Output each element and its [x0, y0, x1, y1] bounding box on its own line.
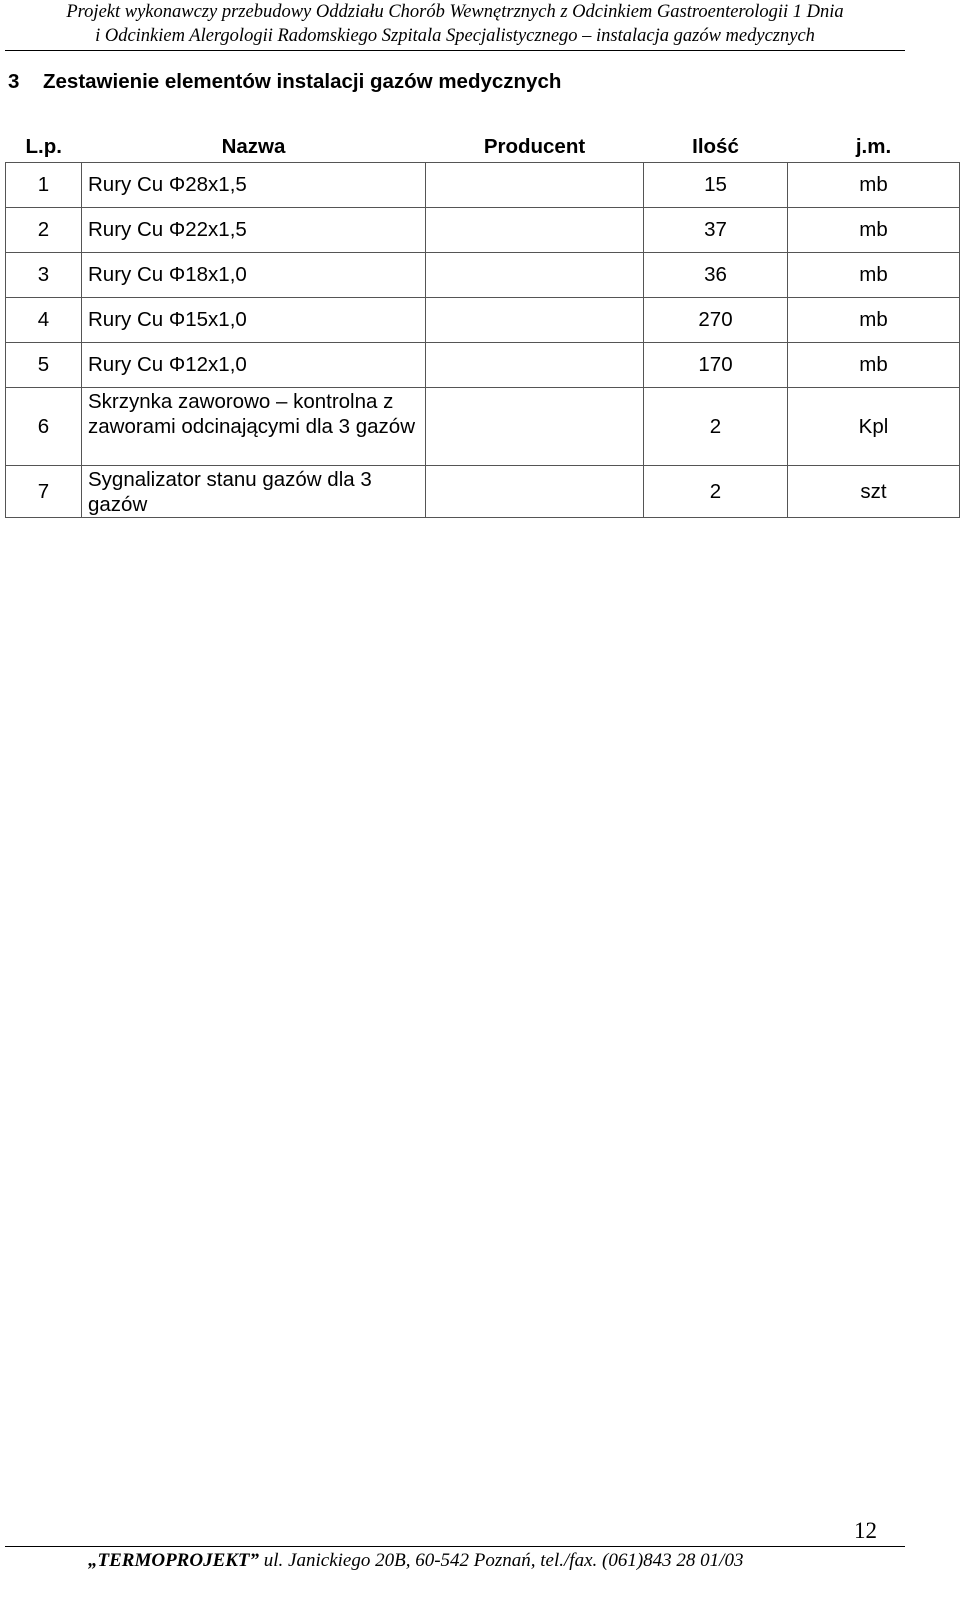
- table-row: [6, 343, 960, 388]
- document-header: [5, 0, 905, 51]
- column-header-lp: L.p.: [6, 132, 82, 163]
- table-row: [6, 253, 960, 298]
- cell-lp: 6: [6, 388, 82, 466]
- cell-name: Skrzynka zaworowo – kontrolna z zaworami odcinającymi dla 3 gazów: [82, 388, 426, 466]
- items-table: [5, 132, 960, 518]
- column-header-unit: j.m.: [788, 132, 960, 163]
- section-title: [8, 70, 561, 94]
- footer-address: ul. Janickiego 20B, 60-542 Poznań, tel./fax. (061)843 28 01/03: [259, 1550, 744, 1571]
- cell-lp: 3: [6, 253, 82, 298]
- cell-lp: 2: [6, 208, 82, 253]
- cell-qty: 170: [644, 343, 788, 388]
- cell-unit: szt: [788, 466, 960, 518]
- cell-producer: [426, 163, 644, 208]
- cell-unit: Kpl: [788, 388, 960, 466]
- document-footer: [88, 1550, 743, 1572]
- column-header-qty: Ilość: [644, 132, 788, 163]
- cell-producer: [426, 466, 644, 518]
- cell-lp: 7: [6, 466, 82, 518]
- cell-name: Rury Cu Φ18x1,0: [82, 253, 426, 298]
- column-header-producer: Producent: [426, 132, 644, 163]
- cell-lp: 4: [6, 298, 82, 343]
- cell-name: Rury Cu Φ15x1,0: [82, 298, 426, 343]
- table-row: [6, 208, 960, 253]
- table-row: [6, 163, 960, 208]
- cell-name: Rury Cu Φ12x1,0: [82, 343, 426, 388]
- cell-producer: [426, 388, 644, 466]
- cell-producer: [426, 343, 644, 388]
- page-number: 12: [854, 1518, 877, 1543]
- cell-qty: 15: [644, 163, 788, 208]
- cell-qty: 36: [644, 253, 788, 298]
- table-row: [6, 466, 960, 518]
- section-number: 3: [8, 70, 20, 93]
- table-header-row: [6, 132, 960, 163]
- header-line-2: i Odcinkiem Alergologii Radomskiego Szpitala Specjalistycznego – instalacja gazów medycznych: [95, 26, 815, 46]
- cell-name: Sygnalizator stanu gazów dla 3 gazów: [82, 466, 426, 518]
- column-header-name: Nazwa: [82, 132, 426, 163]
- cell-name: Rury Cu Φ22x1,5: [82, 208, 426, 253]
- cell-producer: [426, 208, 644, 253]
- footer-firm: „TERMOPROJEKT”: [88, 1550, 260, 1571]
- cell-producer: [426, 253, 644, 298]
- section-title-text: Zestawienie elementów instalacji gazów medycznych: [43, 70, 562, 93]
- cell-unit: mb: [788, 343, 960, 388]
- cell-qty: 2: [644, 466, 788, 518]
- cell-unit: mb: [788, 163, 960, 208]
- cell-qty: 37: [644, 208, 788, 253]
- cell-name: Rury Cu Φ28x1,5: [82, 163, 426, 208]
- cell-unit: mb: [788, 253, 960, 298]
- cell-lp: 1: [6, 163, 82, 208]
- header-line-1: Projekt wykonawczy przebudowy Oddziału Chorób Wewnętrznych z Odcinkiem Gastroenterologii 1 Dnia: [66, 2, 844, 22]
- cell-qty: 270: [644, 298, 788, 343]
- table-row: [6, 388, 960, 466]
- cell-unit: mb: [788, 208, 960, 253]
- cell-producer: [426, 298, 644, 343]
- cell-qty: 2: [644, 388, 788, 466]
- cell-lp: 5: [6, 343, 82, 388]
- cell-unit: mb: [788, 298, 960, 343]
- footer-divider: [5, 1546, 905, 1547]
- table-row: [6, 298, 960, 343]
